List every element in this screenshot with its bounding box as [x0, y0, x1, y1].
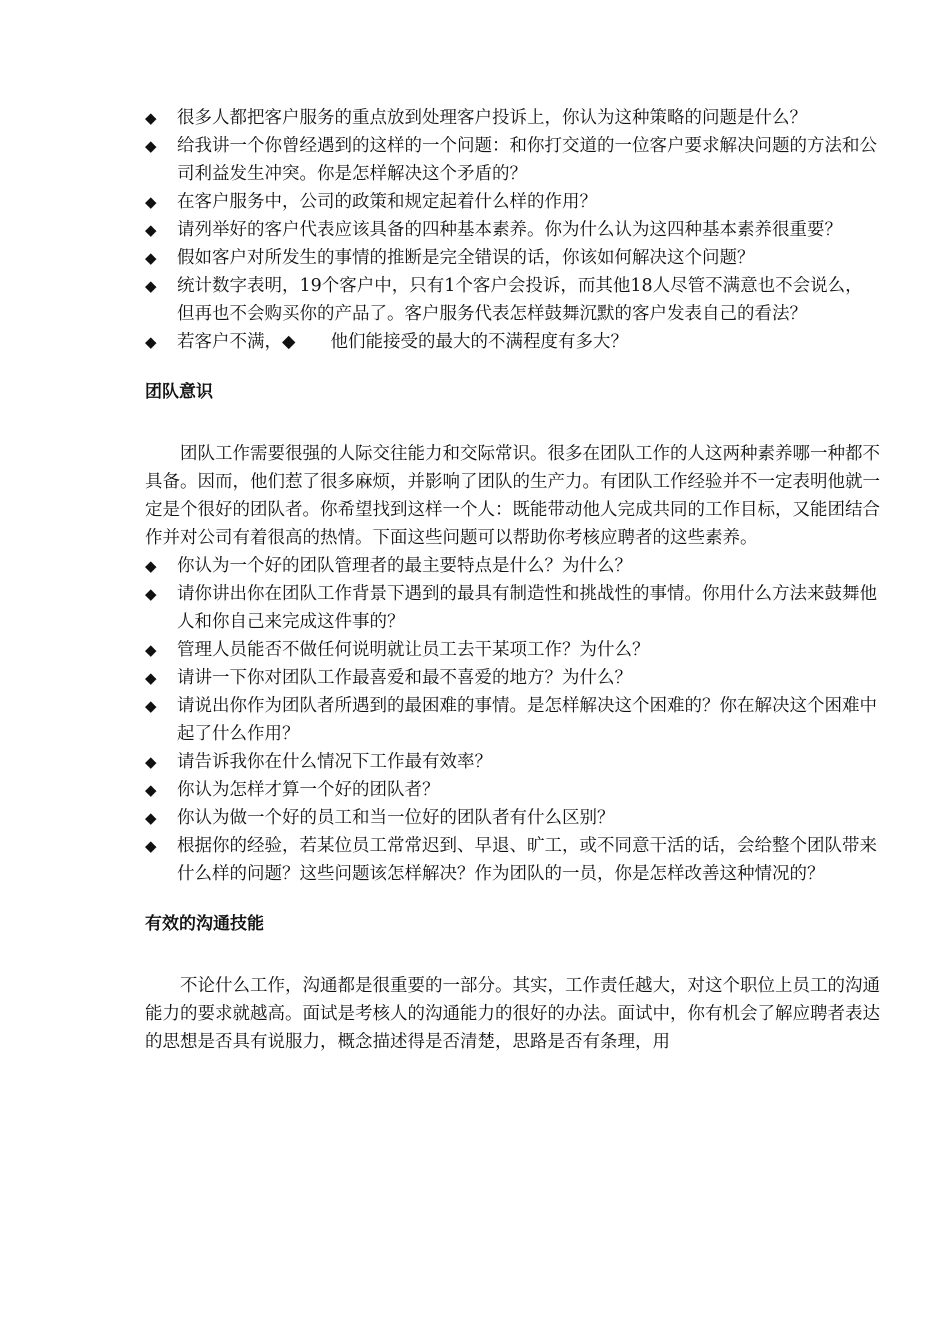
question-item — [145, 692, 880, 748]
diamond-bullet-icon: ◆ — [145, 221, 157, 239]
heading-gap — [145, 938, 880, 972]
diamond-bullet-icon: ◆ — [145, 557, 157, 575]
diamond-bullet-icon: ◆ — [145, 137, 157, 155]
question-item — [145, 580, 880, 636]
question-item — [145, 216, 880, 244]
question-text: 请告诉我你在什么情况下工作最有效率？ — [177, 752, 492, 772]
question-item — [145, 832, 880, 888]
question-item — [145, 328, 880, 356]
question-text: 请说出你作为团队者所遇到的最困难的事情。是怎样解决这个困难的？你在解决这个困难中起了什么作用？ — [177, 696, 877, 744]
document-body — [145, 104, 880, 1056]
diamond-bullet-icon: ◆ — [145, 809, 157, 827]
diamond-bullet-icon: ◆ — [145, 333, 157, 351]
question-text: 管理人员能否不做任何说明就让员工去干某项工作？为什么？ — [177, 640, 650, 660]
question-item — [145, 776, 880, 804]
section-heading-teamwork: 团队意识 — [145, 382, 213, 402]
diamond-bullet-icon: ◆ — [145, 277, 157, 295]
question-item — [145, 664, 880, 692]
diamond-bullet-icon: ◆ — [145, 669, 157, 687]
teamwork-intro-paragraph: 团队工作需要很强的人际交往能力和交际常识。很多在团队工作的人这两种素养哪一种都不具备。因而，他们惹了很多麻烦，并影响了团队的生产力。有团队工作经验并不一定表明他就一定是个很好的团队者。你希望找到这样一个人：既能带动他人完成共同的工作目标，又能团结合作并对公司有着很高的热情。下面这些问题可以帮助你考核应聘者的这些素养。 — [145, 444, 880, 548]
question-item — [145, 132, 880, 188]
diamond-bullet-icon: ◆ — [145, 193, 157, 211]
diamond-bullet-icon: ◆ — [145, 109, 157, 127]
diamond-bullet-icon: ◆ — [145, 697, 157, 715]
question-text: 统计数字表明，19个客户中，只有1个客户会投诉，而其他18人尽管不满意也不会说么，但再也不会购买你的产品了。客户服务代表怎样鼓舞沉默的客户发表自己的看法？ — [177, 276, 863, 324]
question-text: 你认为一个好的团队管理者的最主要特点是什么？为什么？ — [177, 556, 632, 576]
question-text: 在客户服务中，公司的政策和规定起着什么样的作用？ — [177, 192, 597, 212]
question-item — [145, 188, 880, 216]
question-text: 若客户不满，◆ 他们能接受的最大的不满程度有多大？ — [177, 332, 628, 352]
diamond-bullet-icon: ◆ — [145, 585, 157, 603]
question-text: 请讲一下你对团队工作最喜爱和最不喜爱的地方？为什么？ — [177, 668, 632, 688]
question-item — [145, 272, 880, 328]
question-item — [145, 104, 880, 132]
teamwork-question-list — [145, 552, 880, 888]
question-text: 给我讲一个你曾经遇到的这样的一个问题：和你打交道的一位客户要求解决问题的方法和公司利益发生冲突。你是怎样解决这个矛盾的？ — [177, 136, 877, 184]
question-text: 请列举好的客户代表应该具备的四种基本素养。你为什么认为这四种基本素养很重要？ — [177, 220, 842, 240]
communication-intro-paragraph: 不论什么工作，沟通都是很重要的一部分。其实，工作责任越大，对这个职位上员工的沟通能力的要求就越高。面试是考核人的沟通能力的很好的办法。面试中，你有机会了解应聘者表达的思想是否具有说服力，概念描述得是否清楚，思路是否有条理，用 — [145, 976, 880, 1052]
customer-service-question-list — [145, 104, 880, 356]
question-item — [145, 244, 880, 272]
section-heading-communication: 有效的沟通技能 — [145, 914, 264, 934]
question-item — [145, 748, 880, 776]
question-item — [145, 552, 880, 580]
question-item — [145, 636, 880, 664]
diamond-bullet-icon: ◆ — [145, 641, 157, 659]
question-text: 很多人都把客户服务的重点放到处理客户投诉上，你认为这种策略的问题是什么？ — [177, 108, 807, 128]
diamond-bullet-icon: ◆ — [145, 781, 157, 799]
question-item — [145, 804, 880, 832]
heading-gap — [145, 406, 880, 440]
diamond-bullet-icon: ◆ — [145, 753, 157, 771]
diamond-bullet-icon: ◆ — [145, 249, 157, 267]
question-text: 请你讲出你在团队工作背景下遇到的最具有制造性和挑战性的事情。你用什么方法来鼓舞他人和你自己来完成这件事的？ — [177, 584, 877, 632]
question-text: 假如客户对所发生的事情的推断是完全错误的话，你该如何解决这个问题？ — [177, 248, 755, 268]
question-text: 你认为做一个好的员工和当一位好的团队者有什么区别？ — [177, 808, 615, 828]
question-text: 根据你的经验，若某位员工常常迟到、早退、旷工，或不同意干活的话，会给整个团队带来什么样的问题？这些问题该怎样解决？作为团队的一员，你是怎样改善这种情况的？ — [177, 836, 877, 884]
diamond-bullet-icon: ◆ — [145, 837, 157, 855]
question-text: 你认为怎样才算一个好的团队者？ — [177, 780, 440, 800]
